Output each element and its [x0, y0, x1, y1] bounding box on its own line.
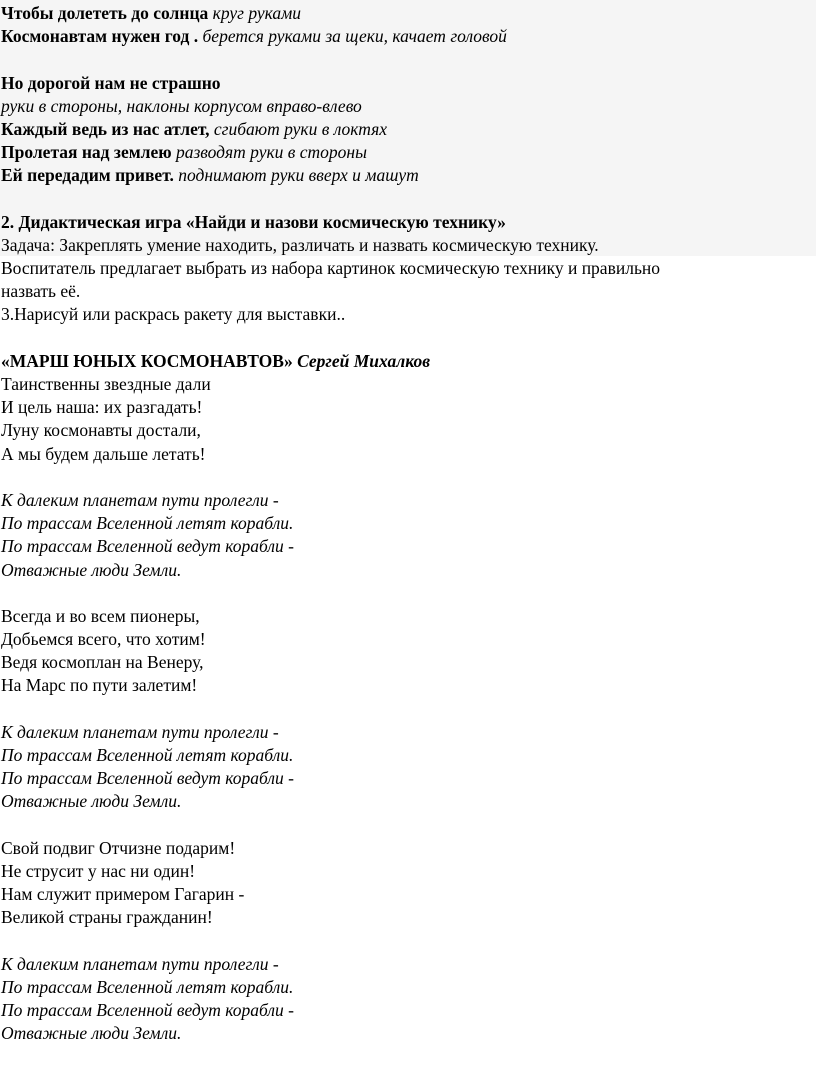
blank-line	[0, 466, 816, 489]
verse-1-line: А мы будем дальше летать!	[1, 443, 206, 464]
game-task: Задача: Закреплять умение находить, различать и назвать космическую технику.	[1, 234, 599, 255]
verse-2-line: Всегда и во всем пионеры,	[1, 605, 200, 626]
verse-1-line: Таинственны звездные дали	[1, 374, 211, 394]
verse-2-line: Добьемся всего, что хотим!	[1, 629, 206, 650]
verse-2-line: На Марс по пути залетим!	[1, 675, 198, 696]
blank-line	[0, 930, 816, 953]
blank-line	[0, 582, 816, 605]
chorus-line: К далеким планетам пути пролегли -	[1, 489, 279, 510]
chorus-line: По трассам Вселенной ведут корабли -	[1, 536, 294, 557]
drawing-task: 3.Нарисуй или раскрась ракету для выставки..	[1, 304, 346, 325]
verse-3-line: Великой страны гражданин!	[1, 907, 213, 928]
chorus-line: Отважные люди Земли.	[1, 1023, 182, 1044]
exercise-line-3: Но дорогой нам не страшно	[1, 72, 221, 93]
chorus-line: Отважные люди Земли.	[1, 791, 182, 812]
chorus-line: К далеким планетам пути пролегли -	[1, 721, 279, 742]
chorus-line: К далеким планетам пути пролегли -	[1, 953, 279, 974]
verse-3-line: Свой подвиг Отчизне подарим!	[1, 837, 236, 858]
chorus-line: По трассам Вселенной летят корабли.	[1, 745, 294, 765]
exercise-line-7: Ей передадим привет. поднимают руки вверх и машут	[1, 165, 419, 186]
chorus-line: По трассам Вселенной летят корабли.	[1, 976, 294, 997]
poem-heading: «МАРШ ЮНЫХ КОСМОНАВТОВ» Сергей Михалков	[1, 350, 431, 371]
exercise-line-2: Космонавтам нужен год . берется руками за щеки, качает головой	[1, 26, 507, 47]
blank-line	[0, 327, 816, 350]
chorus-line: По трассам Вселенной ведут корабли -	[1, 1000, 294, 1021]
verse-2-line: Ведя космоплан на Венеру,	[1, 652, 204, 673]
chorus-line: По трассам Вселенной ведут корабли -	[1, 768, 294, 789]
game-description-2: назвать её.	[1, 281, 81, 302]
exercise-line-5: Каждый ведь из нас атлет, сгибают руки в локтях	[1, 118, 388, 139]
exercise-line-1: Чтобы долететь до солнца круг руками	[1, 3, 302, 23]
verse-1-line: И цель наша: их разгадать!	[1, 397, 203, 418]
blank-line	[0, 48, 816, 71]
exercise-line-6: Пролетая над землею разводят руки в стороны	[1, 142, 367, 163]
exercise-line-4: руки в стороны, наклоны корпусом вправо-влево	[1, 95, 362, 116]
chorus-line: По трассам Вселенной летят корабли.	[1, 513, 294, 534]
blank-line	[0, 698, 816, 721]
game-title: 2. Дидактическая игра «Найди и назови космическую технику»	[1, 211, 506, 232]
verse-1-line: Луну космонавты достали,	[1, 420, 201, 441]
verse-3-line: Нам служит примером Гагарин -	[1, 884, 245, 905]
blank-line	[0, 188, 816, 211]
verse-3-line: Не струсит у нас ни один!	[1, 860, 196, 881]
chorus-line: Отважные люди Земли.	[1, 559, 182, 580]
blank-line	[0, 814, 816, 837]
game-description-1: Воспитатель предлагает выбрать из набора картинок космическую технику и правильно	[1, 258, 661, 279]
